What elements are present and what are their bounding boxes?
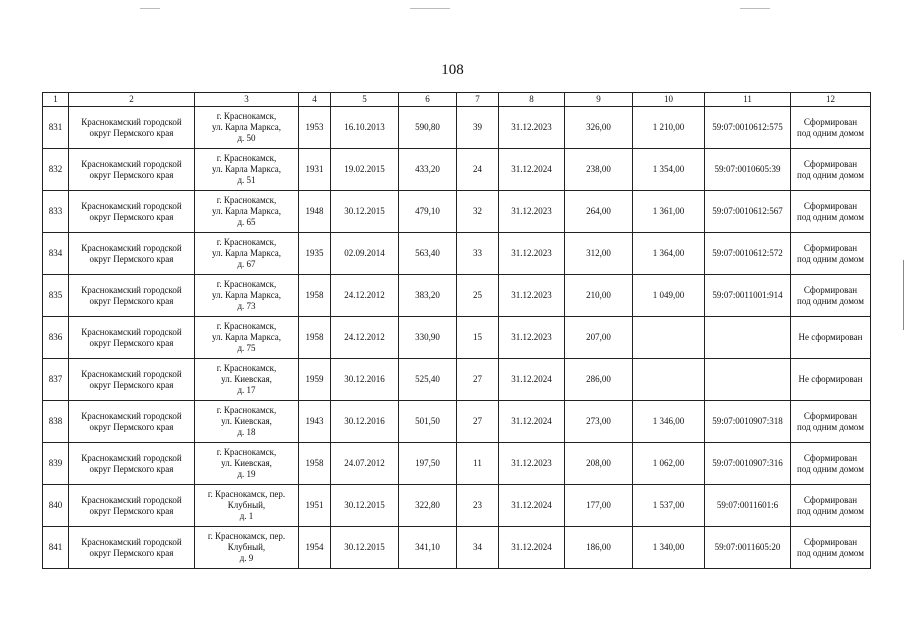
value-cell: 286,00 [565,359,633,401]
land-area-cell: 1 537,00 [633,485,705,527]
address-cell: г. Краснокамск, пер. Клубный, д. 1 [195,485,299,527]
table-row [43,191,871,233]
status-cell: Сформирован под одним домом [791,191,871,233]
status-cell: Сформирован под одним домом [791,401,871,443]
status-cell: Сформирован под одним домом [791,233,871,275]
count-cell: 27 [457,401,499,443]
table-row [43,527,871,569]
column-header-2: 2 [69,93,195,107]
owner-cell: Краснокамский городской округ Пермского края [69,275,195,317]
table-row [43,233,871,275]
area-cell: 330,90 [399,317,457,359]
row-number: 835 [43,275,69,317]
status-cell: Сформирован под одним домом [791,275,871,317]
land-area-cell [633,359,705,401]
address-cell: г. Краснокамск, ул. Карла Маркса, д. 51 [195,149,299,191]
date-cell: 02.09.2014 [331,233,399,275]
address-cell: г. Краснокамск, ул. Карла Маркса, д. 65 [195,191,299,233]
owner-cell: Краснокамский городской округ Пермского края [69,401,195,443]
address-cell: г. Краснокамск, ул. Киевская, д. 19 [195,443,299,485]
land-area-cell [633,317,705,359]
date-cell: 30.12.2015 [331,191,399,233]
year-cell: 1948 [299,191,331,233]
area-cell: 525,40 [399,359,457,401]
count-cell: 24 [457,149,499,191]
count-cell: 33 [457,233,499,275]
land-area-cell: 1 354,00 [633,149,705,191]
column-header-3: 3 [195,93,299,107]
value-cell: 210,00 [565,275,633,317]
area-cell: 341,10 [399,527,457,569]
address-cell: г. Краснокамск, ул. Карла Маркса, д. 75 [195,317,299,359]
value-cell: 264,00 [565,191,633,233]
year-cell: 1935 [299,233,331,275]
column-header-7: 7 [457,93,499,107]
status-cell: Сформирован под одним домом [791,485,871,527]
status-cell: Сформирован под одним домом [791,527,871,569]
date-cell: 24.12.2012 [331,317,399,359]
cadastral-number-cell: 59:07:0010907:318 [705,401,791,443]
value-cell: 273,00 [565,401,633,443]
owner-cell: Краснокамский городской округ Пермского края [69,107,195,149]
value-cell: 208,00 [565,443,633,485]
count-cell: 32 [457,191,499,233]
date-cell: 30.12.2015 [331,485,399,527]
row-number: 834 [43,233,69,275]
scan-artifact [410,8,450,9]
cadastral-number-cell: 59:07:0010612:572 [705,233,791,275]
status-cell: Не сформирован [791,359,871,401]
table-row [43,443,871,485]
scan-artifact [903,260,904,330]
area-cell: 590,80 [399,107,457,149]
address-cell: г. Краснокамск, ул. Киевская, д. 18 [195,401,299,443]
count-cell: 34 [457,527,499,569]
address-cell: г. Краснокамск, ул. Карла Маркса, д. 67 [195,233,299,275]
area-cell: 479,10 [399,191,457,233]
deadline-cell: 31.12.2024 [499,527,565,569]
count-cell: 15 [457,317,499,359]
cadastral-number-cell: 59:07:0011601:6 [705,485,791,527]
value-cell: 238,00 [565,149,633,191]
area-cell: 383,20 [399,275,457,317]
deadline-cell: 31.12.2023 [499,317,565,359]
land-area-cell: 1 346,00 [633,401,705,443]
year-cell: 1959 [299,359,331,401]
owner-cell: Краснокамский городской округ Пермского края [69,317,195,359]
date-cell: 19.02.2015 [331,149,399,191]
deadline-cell: 31.12.2024 [499,149,565,191]
year-cell: 1958 [299,275,331,317]
year-cell: 1958 [299,317,331,359]
column-header-11: 11 [705,93,791,107]
count-cell: 23 [457,485,499,527]
year-cell: 1954 [299,527,331,569]
land-area-cell: 1 340,00 [633,527,705,569]
area-cell: 322,80 [399,485,457,527]
year-cell: 1958 [299,443,331,485]
date-cell: 16.10.2013 [331,107,399,149]
count-cell: 39 [457,107,499,149]
table-row [43,149,871,191]
owner-cell: Краснокамский городской округ Пермского края [69,527,195,569]
land-area-cell: 1 361,00 [633,191,705,233]
year-cell: 1953 [299,107,331,149]
table-body [43,107,871,569]
land-area-cell: 1 210,00 [633,107,705,149]
status-cell: Сформирован под одним домом [791,443,871,485]
land-area-cell: 1 364,00 [633,233,705,275]
cadastral-number-cell [705,317,791,359]
date-cell: 30.12.2016 [331,359,399,401]
area-cell: 197,50 [399,443,457,485]
status-cell: Не сформирован [791,317,871,359]
table-row [43,401,871,443]
year-cell: 1931 [299,149,331,191]
table-row [43,485,871,527]
status-cell: Сформирован под одним домом [791,107,871,149]
address-cell: г. Краснокамск, ул. Карла Маркса, д. 50 [195,107,299,149]
column-header-8: 8 [499,93,565,107]
date-cell: 24.12.2012 [331,275,399,317]
deadline-cell: 31.12.2024 [499,485,565,527]
year-cell: 1943 [299,401,331,443]
cadastral-number-cell: 59:07:0010605:39 [705,149,791,191]
scan-artifact [140,8,160,9]
date-cell: 30.12.2016 [331,401,399,443]
owner-cell: Краснокамский городской округ Пермского края [69,233,195,275]
cadastral-number-cell: 59:07:0010612:575 [705,107,791,149]
deadline-cell: 31.12.2023 [499,233,565,275]
value-cell: 186,00 [565,527,633,569]
value-cell: 312,00 [565,233,633,275]
owner-cell: Краснокамский городской округ Пермского края [69,191,195,233]
row-number: 832 [43,149,69,191]
land-area-cell: 1 062,00 [633,443,705,485]
header-row [43,93,871,107]
column-header-5: 5 [331,93,399,107]
value-cell: 326,00 [565,107,633,149]
table-row [43,107,871,149]
area-cell: 563,40 [399,233,457,275]
column-header-1: 1 [43,93,69,107]
deadline-cell: 31.12.2023 [499,191,565,233]
count-cell: 11 [457,443,499,485]
date-cell: 24.07.2012 [331,443,399,485]
count-cell: 25 [457,275,499,317]
cadastral-number-cell: 59:07:0010612:567 [705,191,791,233]
land-area-cell: 1 049,00 [633,275,705,317]
column-header-6: 6 [399,93,457,107]
deadline-cell: 31.12.2023 [499,107,565,149]
row-number: 836 [43,317,69,359]
column-header-12: 12 [791,93,871,107]
year-cell: 1951 [299,485,331,527]
deadline-cell: 31.12.2024 [499,401,565,443]
area-cell: 501,50 [399,401,457,443]
value-cell: 177,00 [565,485,633,527]
deadline-cell: 31.12.2024 [499,359,565,401]
row-number: 838 [43,401,69,443]
address-cell: г. Краснокамск, ул. Киевская, д. 17 [195,359,299,401]
table-row [43,359,871,401]
address-cell: г. Краснокамск, ул. Карла Маркса, д. 73 [195,275,299,317]
cadastral-number-cell [705,359,791,401]
owner-cell: Краснокамский городской округ Пермского края [69,485,195,527]
owner-cell: Краснокамский городской округ Пермского края [69,443,195,485]
deadline-cell: 31.12.2023 [499,443,565,485]
owner-cell: Краснокамский городской округ Пермского края [69,149,195,191]
count-cell: 27 [457,359,499,401]
row-number: 839 [43,443,69,485]
page-number: 108 [441,62,464,78]
status-cell: Сформирован под одним домом [791,149,871,191]
row-number: 831 [43,107,69,149]
cadastral-number-cell: 59:07:0011001:914 [705,275,791,317]
row-number: 837 [43,359,69,401]
row-number: 840 [43,485,69,527]
table-row [43,317,871,359]
address-cell: г. Краснокамск, пер. Клубный, д. 9 [195,527,299,569]
cadastral-number-cell: 59:07:0011605:20 [705,527,791,569]
table-row [43,275,871,317]
value-cell: 207,00 [565,317,633,359]
housing-registry-table [42,92,871,569]
column-header-4: 4 [299,93,331,107]
owner-cell: Краснокамский городской округ Пермского края [69,359,195,401]
scan-artifact [740,8,770,9]
column-header-10: 10 [633,93,705,107]
area-cell: 433,20 [399,149,457,191]
row-number: 833 [43,191,69,233]
column-header-9: 9 [565,93,633,107]
row-number: 841 [43,527,69,569]
cadastral-number-cell: 59:07:0010907:316 [705,443,791,485]
date-cell: 30.12.2015 [331,527,399,569]
deadline-cell: 31.12.2023 [499,275,565,317]
